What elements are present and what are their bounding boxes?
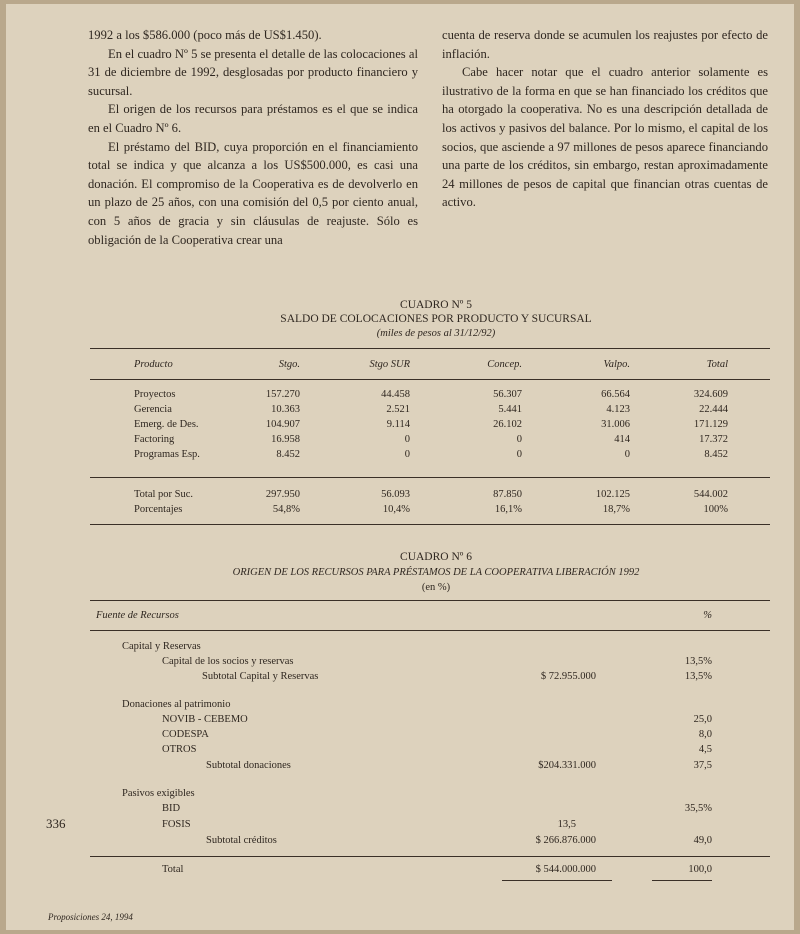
table-cell: 4.123 [606,404,630,415]
right-text-column [442,26,768,212]
table-total-row [90,489,770,503]
table-row [96,729,776,743]
table-cell: 8.452 [704,449,728,460]
table-cell: Capital de los socios y reservas [162,656,294,667]
table-cell: 8,0 [698,729,712,740]
table-cell: 414 [614,434,630,445]
table-row [96,699,776,713]
cuadro6-number: CUADRO Nº 6 [400,551,472,563]
table-cell: 37,5 [693,760,712,771]
table-rule [90,856,770,857]
header-cell: Concep. [487,359,522,370]
table-cell: Pasivos exigibles [122,788,195,799]
table-row [90,434,770,448]
paragraph: El origen de los recursos para préstamos es el que se indica en el Cuadro Nº 6. [88,102,418,135]
table-cell: 31.006 [601,419,630,430]
table-cell: Subtotal créditos [206,835,277,846]
table-cell: 35,5% [684,803,712,814]
document-page [6,4,794,930]
table-cell: 16,1% [494,504,522,515]
table-cell: Proyectos [134,389,176,400]
table-cell: 2.521 [386,404,410,415]
table-cell: Gerencia [134,404,172,415]
table-cell: BID [162,803,181,814]
header-cell: Valpo. [603,359,630,370]
table-cell: 17.372 [699,434,728,445]
table-cell: 10.363 [271,404,300,415]
table-cell: 102.125 [595,489,630,500]
table-cell: 25,0 [693,714,712,725]
table-cell: Subtotal donaciones [206,760,291,771]
cuadro5-subtitle: (miles de pesos al 31/12/92) [376,328,496,339]
table-cell: 26.102 [493,419,522,430]
table-cell: 0 [404,434,410,445]
cuadro5-number: CUADRO Nº 5 [400,299,472,311]
table-rule [652,880,712,881]
table-cell: $ 266.876.000 [535,835,596,846]
table-rule [90,600,770,601]
header-cell: Total [706,359,728,370]
paragraph: En el cuadro Nº 5 se presenta el detalle de las colocaciones al 31 de diciembre de 1992, desglosadas por producto financiero y sucursal. [88,46,418,98]
table-cell: Programas Esp. [134,449,200,460]
table-cell: $204.331.000 [538,760,596,771]
table-cell: Donaciones al patrimonio [122,699,231,710]
table-header-row [90,359,770,373]
table-cell: 13,5% [684,656,712,667]
table-cell: Factoring [134,434,175,445]
table-cell: FOSIS [162,819,191,830]
table-row [96,714,776,728]
page-number: 336 [46,816,66,831]
table-cell: 13,5% [684,671,712,682]
table-cell: 9.114 [386,419,410,430]
table-cell: Total [162,864,184,875]
table-cell: 44.458 [381,389,410,400]
table-cell: 171.129 [693,419,728,430]
table-row [90,449,770,463]
table-total-row [96,864,776,878]
table-cell: $ 544.000.000 [535,864,596,875]
table-row [96,788,776,802]
table-row [96,760,776,774]
table-row [96,803,776,817]
table-cell: Total por Suc. [134,489,194,500]
table-cell: $ 72.955.000 [540,671,596,682]
paragraph: cuenta de reserva donde se acumulen los reajustes por efecto de inflación. [442,28,768,61]
header-cell: % [703,610,712,621]
table-row [96,744,776,758]
header-cell: Fuente de Recursos [96,610,179,621]
table-row [96,641,776,655]
paragraph: El préstamo del BID, cuya proporción en el financiamiento total se indica y que alcanza a los US$500.000, es casi una donación. El compromiso de la Cooperativa es de devolverlo en un plazo de 25 años, con una comisión del 0,5 por ciento anual, con 5 años de gracia y sin cláusulas de reajuste. Sólo es obligación de la Cooperativa crear una [88,139,418,247]
table-cell: 4,5 [698,744,712,755]
header-cell: Stgo. [278,359,300,370]
header-cell: Producto [134,359,173,370]
cuadro5-title: SALDO DE COLOCACIONES POR PRODUCTO Y SUCURSAL [280,313,592,325]
table-cell: 66.564 [601,389,630,400]
table-cell: 18,7% [602,504,630,515]
table-cell: CODESPA [162,729,209,740]
table-rule [90,379,770,380]
table-cell: Capital y Reservas [122,641,201,652]
table-cell: 13,5 [557,819,576,830]
table-rule [90,630,770,631]
table-cell: 0 [624,449,630,460]
table-rule [90,348,770,349]
table-cell: 0 [516,434,522,445]
table-cell: 297.950 [265,489,300,500]
table-cell: Subtotal Capital y Reservas [202,671,319,682]
table-cell: 100% [703,504,728,515]
table-cell: 16.958 [271,434,300,445]
table-cell: 0 [516,449,522,460]
cuadro6-title: ORIGEN DE LOS RECURSOS PARA PRÉSTAMOS DE LA COOPERATIVA LIBERACIÓN 1992 [232,567,640,578]
table-cell: 100,0 [688,864,712,875]
table-cell: 49,0 [693,835,712,846]
table-cell: NOVIB - CEBEMO [162,714,248,725]
table-cell: 324.609 [693,389,728,400]
table-row [90,419,770,433]
table-cell: 22.444 [699,404,728,415]
table-cell: 56.093 [381,489,410,500]
table-percent-row [90,504,770,518]
table-header-row [96,610,776,624]
left-text-column [88,26,418,249]
table-row [96,819,776,833]
table-cell: 54,8% [272,504,300,515]
table-row [96,835,776,849]
table-cell: 10,4% [382,504,410,515]
page-footer: Proposiciones 24, 1994 [48,912,133,922]
paragraph: 1992 a los $586.000 (poco más de US$1.450). [88,28,322,42]
table-cell: 157.270 [265,389,300,400]
table-cell: 56.307 [493,389,522,400]
table-row [96,671,776,685]
table-cell: Porcentajes [134,504,183,515]
table-cell: 5.441 [498,404,522,415]
table-rule [90,477,770,478]
cuadro6-subtitle: (en %) [421,582,451,593]
paragraph: Cabe hacer notar que el cuadro anterior solamente es ilustrativo de la forma en que se han financiado los créditos que ha otorgado la cooperativa. No es una descripción detallada de los activos y pasivos del balance. Por lo mismo, el capital de los socios, que asciende a 97 millones de pesos aparece financiando una parte de los créditos, sin embargo, restan aproximadamente 24 millones de pesos de capital que financian otras cuentas de activo. [442,65,768,210]
table-cell: 8.452 [276,449,300,460]
table-cell: 544.002 [693,489,728,500]
table-cell: Emerg. de Des. [134,419,199,430]
table-row [90,404,770,418]
table-rule [502,880,612,881]
table-cell: 87.850 [493,489,522,500]
table-cell: OTROS [162,744,197,755]
header-cell: Stgo SUR [369,359,410,370]
table-row [90,389,770,403]
table-rule [90,524,770,525]
table-cell: 0 [404,449,410,460]
table-row [96,656,776,670]
table-cell: 104.907 [265,419,300,430]
